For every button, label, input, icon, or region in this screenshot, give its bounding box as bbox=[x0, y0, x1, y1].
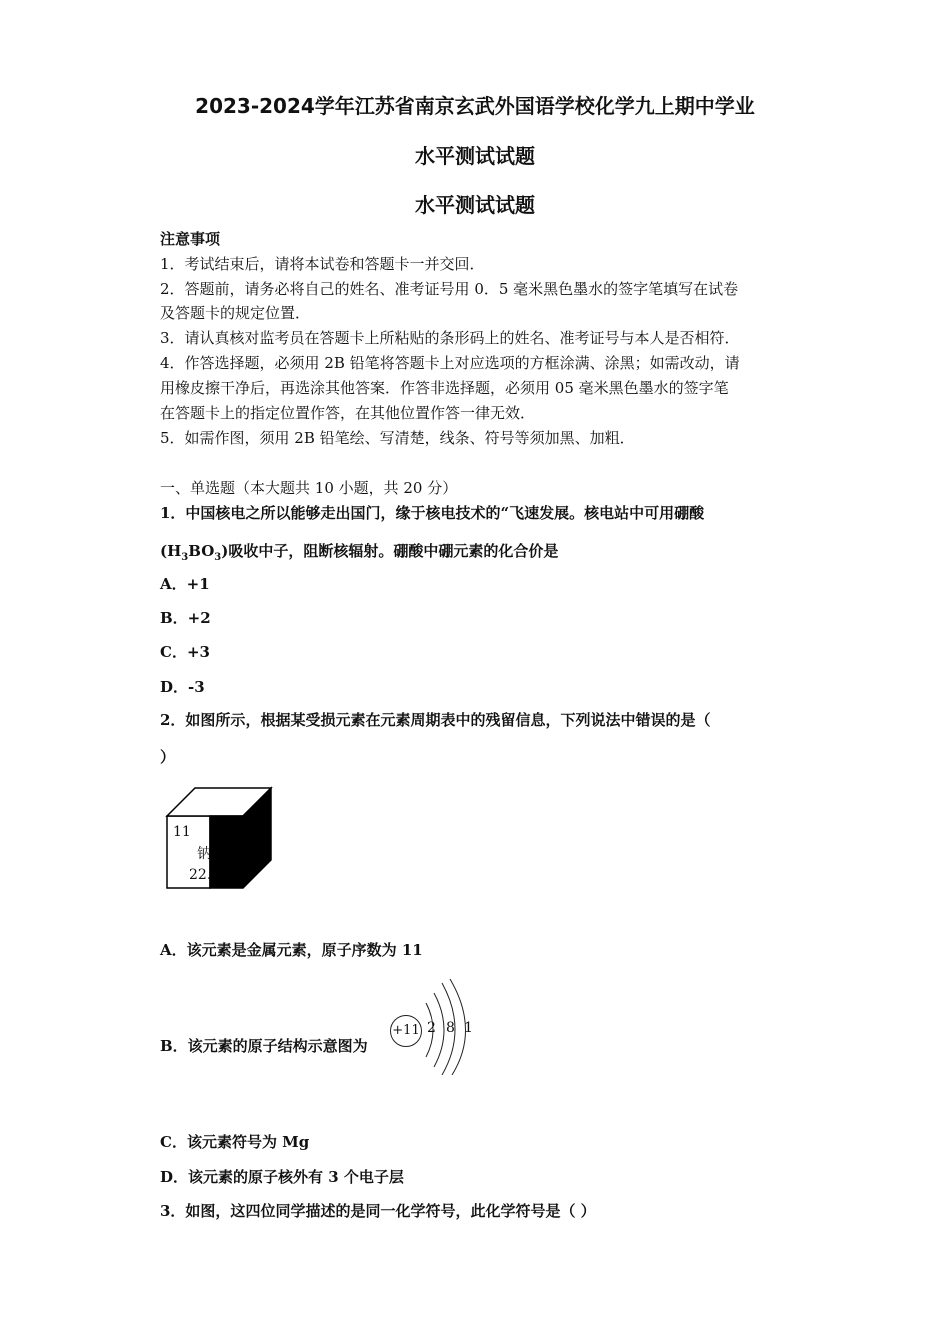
question-2-option-c: C．该元素符号为 Mg bbox=[160, 1133, 310, 1151]
notice-line: 及答题卡的规定位置． bbox=[160, 304, 311, 322]
notice-line: 3．请认真核对监考员在答题卡上所粘贴的条形码上的姓名、准考证号与本人是否相符． bbox=[160, 329, 740, 347]
notice-heading: 注意事项 bbox=[160, 230, 221, 248]
question-1-text: 1．中国核电之所以能够走出国门，缘于核电技术的“飞速发展。核电站中可用硼酸 bbox=[160, 504, 705, 522]
atomic-structure-diagram bbox=[390, 975, 490, 1075]
notice-line: 在答题卡上的指定位置作答，在其他位置作答一律无效． bbox=[160, 404, 536, 422]
element-tile-figure bbox=[165, 786, 275, 890]
shell-electron-count: 1 bbox=[464, 1020, 473, 1036]
question-2-option-d: D．该元素的原子核外有 3 个电子层 bbox=[160, 1168, 404, 1186]
atomic-nucleus: +11 bbox=[390, 1015, 422, 1047]
element-atomic-number: 11 bbox=[173, 824, 191, 840]
question-3-text: 3．如图，这四位同学描述的是同一化学符号，此化学符号是（ ） bbox=[160, 1202, 596, 1220]
question-2-option-a: A．该元素是金属元素，原子序数为 11 bbox=[160, 941, 423, 959]
question-1-option-a: A．+1 bbox=[160, 575, 210, 593]
shell-electron-count: 8 bbox=[446, 1020, 455, 1036]
section-heading: 一、单选题（本大题共 10 小题，共 20 分） bbox=[160, 479, 458, 497]
shell-electron-count: 2 bbox=[427, 1020, 436, 1036]
document-title-line-1: 2023-2024学年江苏省南京玄武外国语学校化学九上期中学业 bbox=[195, 94, 755, 118]
question-2-option-b: B．该元素的原子结构示意图为 bbox=[160, 1037, 368, 1055]
question-2-text: 2．如图所示，根据某受损元素在元素周期表中的残留信息，下列说法中错误的是（ bbox=[160, 711, 711, 729]
element-atomic-mass: 22. bbox=[189, 867, 212, 883]
question-1-option-c: C．+3 bbox=[160, 643, 210, 661]
document-title-line-3: 水平测试试题 bbox=[415, 193, 535, 217]
element-name: 钠 bbox=[197, 846, 211, 862]
question-1-option-b: B．+2 bbox=[160, 609, 211, 627]
notice-line: 1．考试结束后，请将本试卷和答题卡一并交回． bbox=[160, 255, 485, 273]
notice-line: 5．如需作图，须用 2B 铅笔绘、写清楚，线条、符号等须加黑、加粗． bbox=[160, 429, 635, 447]
question-1-option-d: D．-3 bbox=[160, 678, 205, 696]
question-2-text-cont: ） bbox=[160, 748, 176, 766]
notice-line: 4．作答选择题，必须用 2B 铅笔将答题卡上对应选项的方框涂满、涂黑；如需改动，请 bbox=[160, 354, 740, 372]
question-1-text-cont: $(H_3BO_3)$吸收中子，阻断核辐射。硼酸中硼元素的化合价是 bbox=[160, 542, 559, 563]
notice-line: 用橡皮擦干净后，再选涂其他答案．作答非选择题，必须用 05 毫米黑色墨水的签字笔 bbox=[160, 379, 729, 397]
document-title-line-2: 水平测试试题 bbox=[415, 144, 535, 168]
notice-line: 2．答题前，请务必将自己的姓名、准考证号用 0．5 毫米黑色墨水的签字笔填写在试卷 bbox=[160, 280, 739, 298]
